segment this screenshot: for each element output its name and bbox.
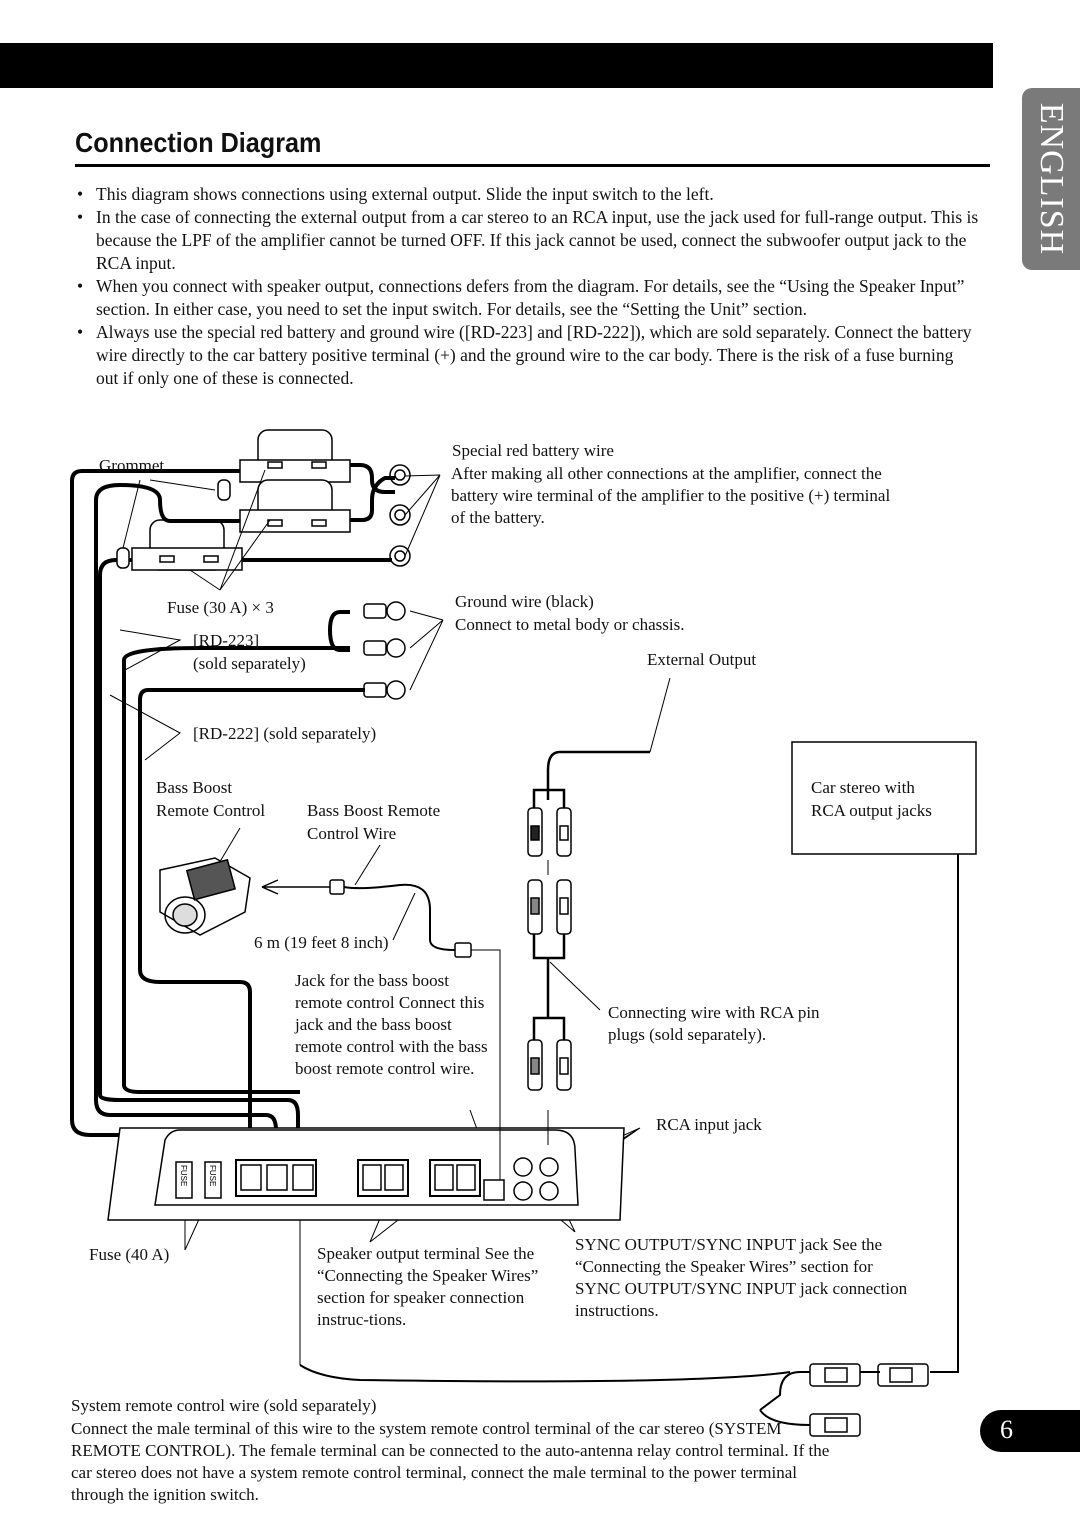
svg-text:FUSE: FUSE [179,1165,188,1187]
label-rd222: [RD-222] (sold separately) [193,724,377,743]
label-speaker-terminal: Speaker output terminal See the “Connecting the Speaker Wires” section for speaker connection instruc-tions. [317,1244,539,1329]
language-tab-label: ENGLISH [1033,102,1070,256]
svg-text:FUSE: FUSE [208,1165,217,1187]
label-rd223: [RD-223] [193,631,260,650]
label-system-remote-title: System remote control wire (sold separately) [71,1396,377,1415]
label-bass-boost-wire-2: Control Wire [307,824,397,843]
bullet-item: • When you connect with speaker output, connections defers from the diagram. For details, see the “Using the Speaker Input” section. In either case, you need to set the input switch. For details, see the “Setting the Unit” section. [75,275,980,321]
grommet [117,548,129,568]
bullet-item: • Always use the special red battery and ground wire ([RD-223] and [RD-222]), which are sold separately. Connect the battery wire directly to the car battery positive terminal (+) and the ground wire to the car body. There is the risk of a fuse burning out if only one of these is connected. [75,321,980,390]
label-car-stereo-2: RCA output jacks [811,801,932,820]
label-rca-wire: Connecting wire with RCA pin plugs (sold separately). [608,1003,820,1044]
bass-boost-remote [160,858,250,935]
page-number: 6 [1000,1415,1013,1444]
label-ground-desc: Connect to metal body or chassis. [455,615,685,634]
rca-cable [528,752,650,1145]
label-ground-wire: Ground wire (black) [455,592,594,611]
label-rd223-sold: (sold separately) [193,654,306,673]
label-car-stereo-1: Car stereo with [811,778,915,797]
bullet-item: • This diagram shows connections using external output. Slide the input switch to the left. [75,183,980,206]
grommet [218,480,230,500]
label-battery-title: Special red battery wire [452,441,614,460]
label-system-remote-desc: Connect the male terminal of this wire to the system remote control terminal of the car stereo (SYSTEM REMOTE CONTROL). The female terminal can be connected to the auto-antenna relay control terminal. If the car stereo does not have a system remote control terminal, connect the male terminal to the power terminal through the ignition switch. [71,1419,830,1504]
label-bass-boost-rc-2: Remote Control [156,801,266,820]
label-grommet: Grommet [99,456,165,475]
fuse-holder [132,520,242,570]
label-bass-boost-rc-1: Bass Boost [156,778,233,797]
label-sync-jack: SYNC OUTPUT/SYNC INPUT jack See the “Connecting the Speaker Wires” section for SYNC OUTPUT/SYNC INPUT jack connection instructions. [575,1235,908,1320]
label-bass-boost-wire-1: Bass Boost Remote [307,801,441,820]
label-external-output: External Output [647,650,757,669]
bullet-item: • In the case of connecting the external output from a car stereo to an RCA input, use the jack used for full-range output. This is because the LPF of the amplifier cannot be turned OFF. If this jack cannot be used, connect the subwoofer output jack to the RCA input. [75,206,980,275]
label-battery-desc: After making all other connections at the amplifier, connect the battery wire terminal of the amplifier to the positive (+) terminal of the battery. [451,464,891,527]
fuse-holder [240,430,350,482]
arrow [262,880,330,894]
label-jack-desc: Jack for the bass boost remote control Connect this jack and the bass boost remote control with the bass boost remote control wire. [295,971,488,1078]
label-fuse-30: Fuse (30 A) × 3 [167,598,274,617]
label-rca-input: RCA input jack [656,1115,762,1134]
page-number-badge [980,1410,1080,1452]
page-title: Connection Diagram [75,127,322,158]
fuse-holder [240,480,350,532]
label-length: 6 m (19 feet 8 inch) [254,933,389,952]
label-fuse-40: Fuse (40 A) [89,1245,170,1264]
